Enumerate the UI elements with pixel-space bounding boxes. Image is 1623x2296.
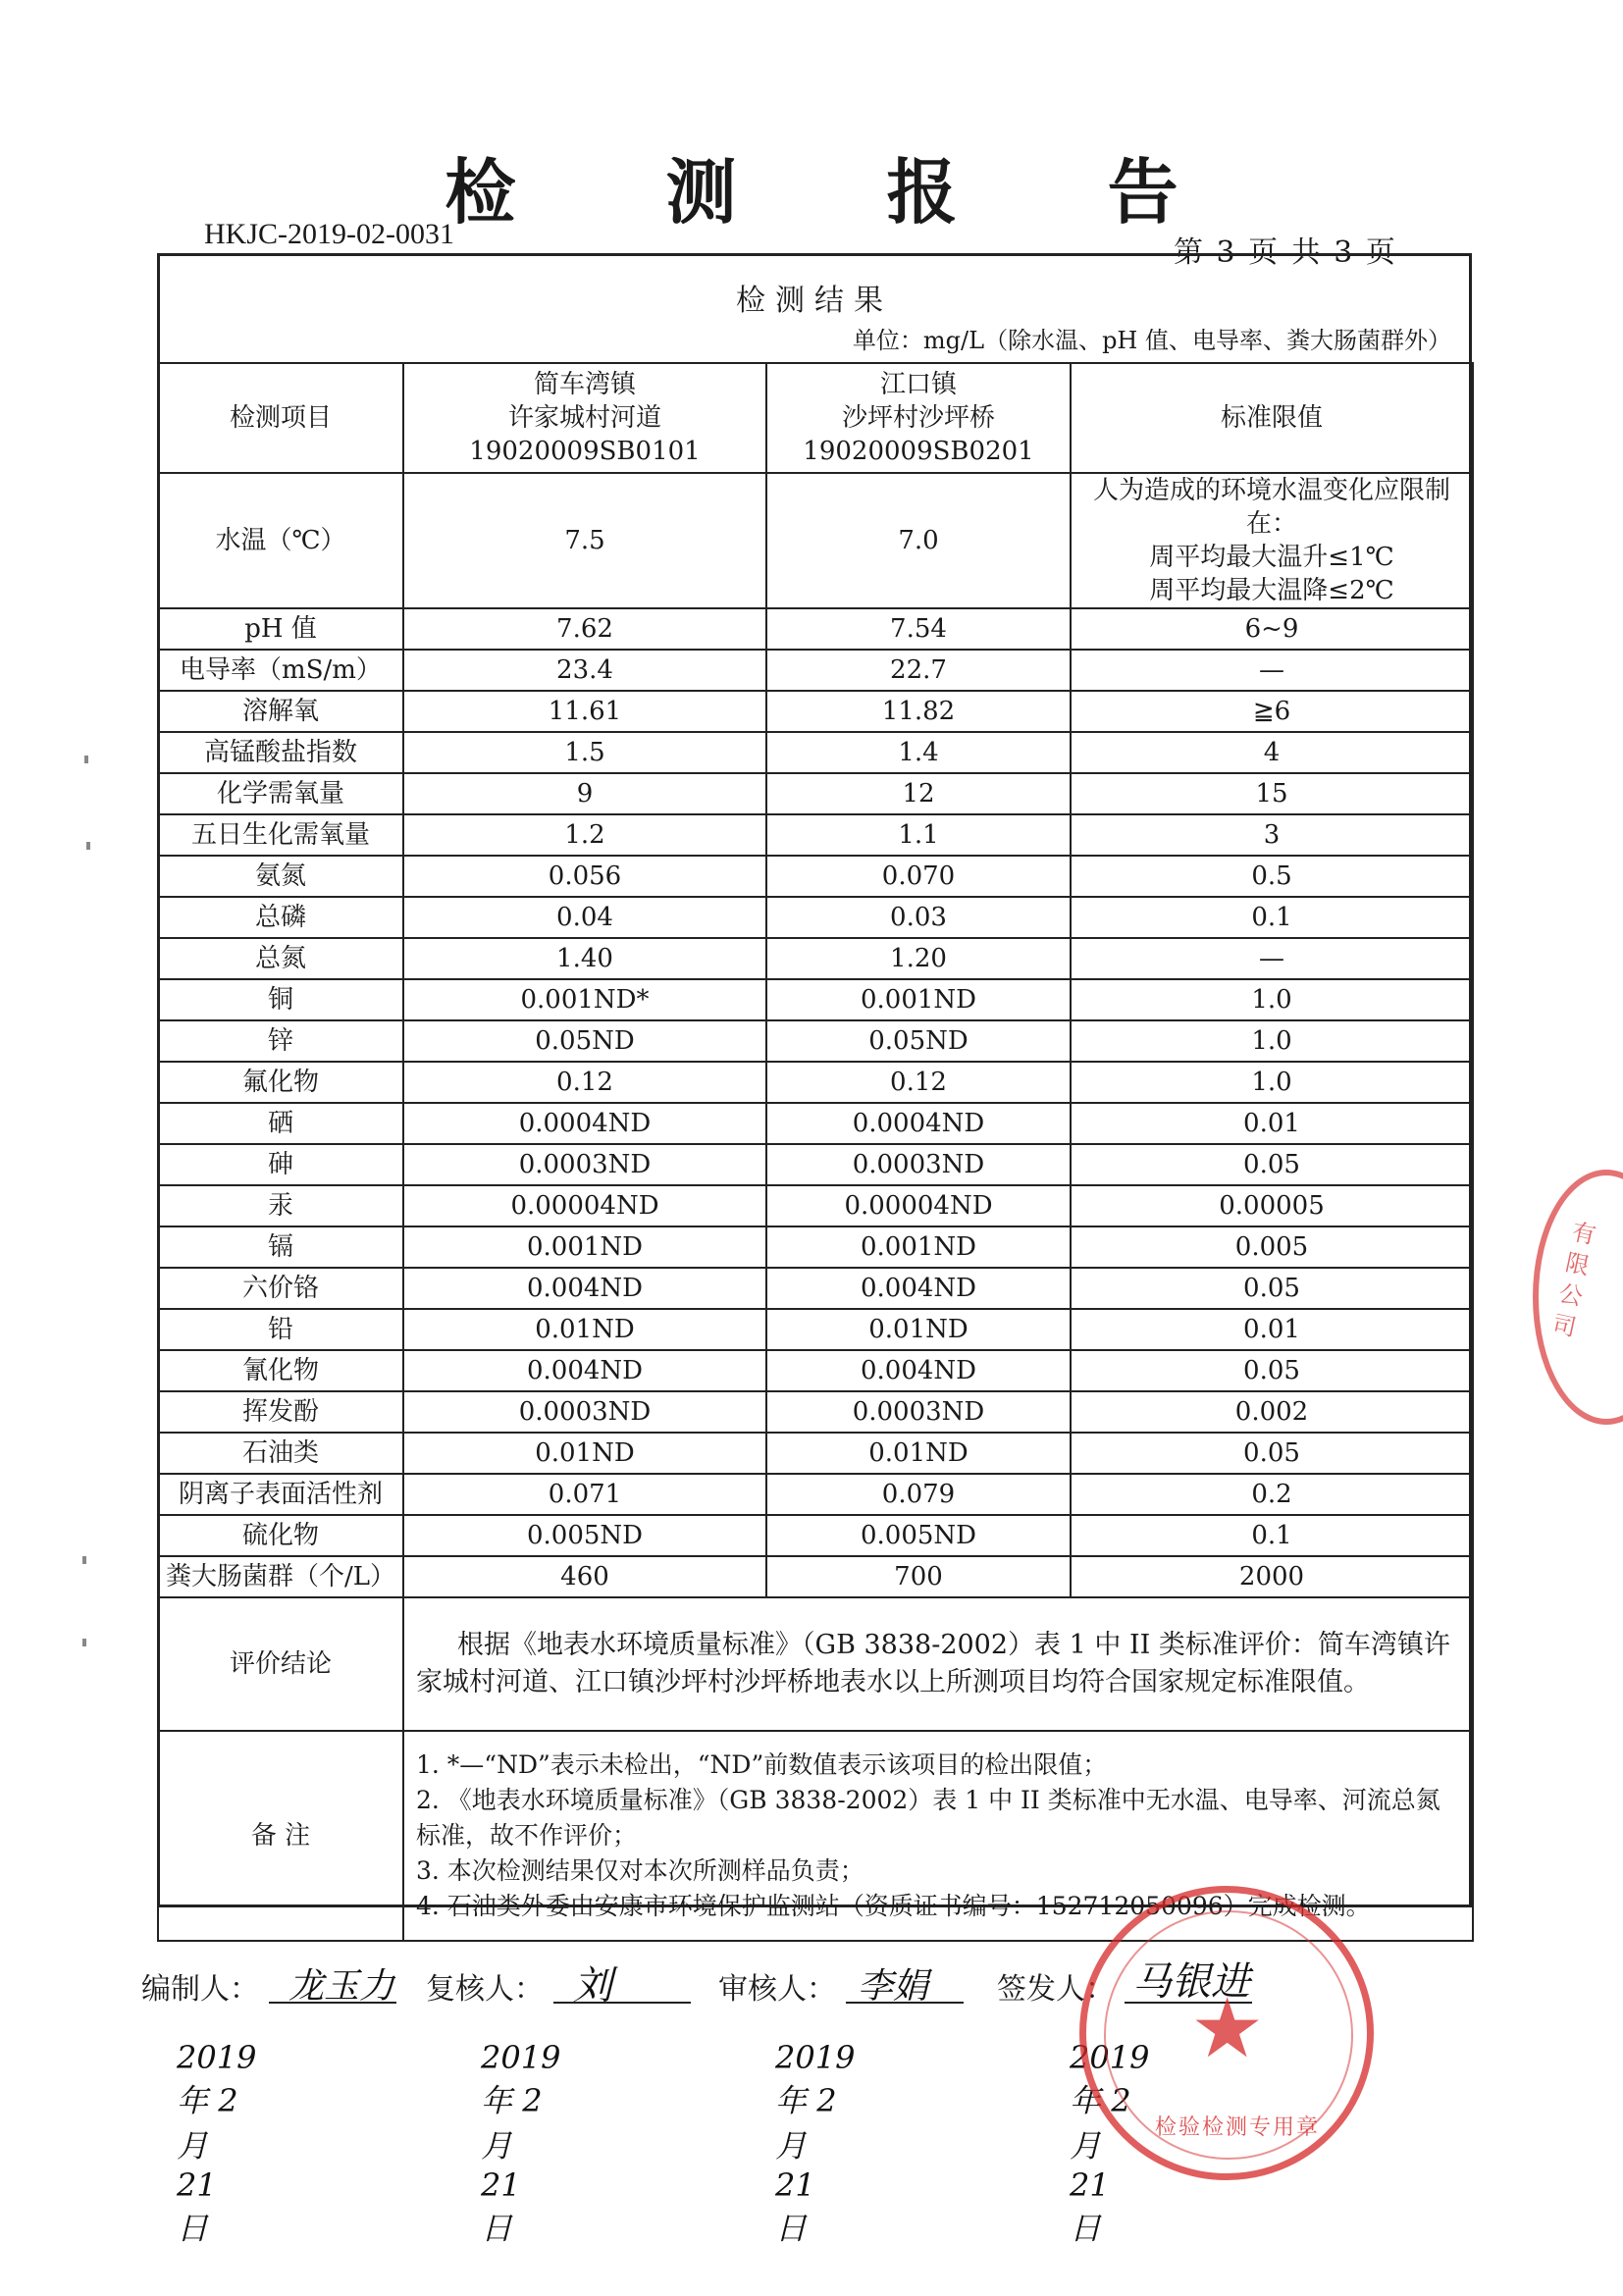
site1-value: 0.071 <box>403 1474 766 1515</box>
date-reviewed <box>481 2039 560 2249</box>
header-standard: 标准限值 <box>1071 363 1473 473</box>
item-cell: 镉 <box>158 1226 403 1268</box>
date-month: 2 <box>816 2082 837 2119</box>
page-indicator: 第 3 页 共 3 页 <box>1174 235 1397 270</box>
site2-value: 0.01ND <box>766 1309 1071 1350</box>
site2-value: 22.7 <box>766 650 1071 691</box>
standard-cell: 0.00005 <box>1071 1185 1473 1226</box>
note-item: 4. 石油类外委由安康市环境保护监测站（资质证书编号：152712050096）完成检测。 <box>416 1892 1371 1920</box>
site2-value: 1.20 <box>766 938 1071 979</box>
site2-town: 江口镇 <box>879 370 957 399</box>
site1-value: 0.004ND <box>403 1350 766 1391</box>
standard-cell: 0.05 <box>1071 1144 1473 1185</box>
date-year-unit: 年 <box>177 2082 209 2119</box>
site2-value: 0.00004ND <box>766 1185 1071 1226</box>
header-site1 <box>403 363 766 473</box>
notes-label: 备 注 <box>158 1731 403 1941</box>
unit-note: 单位：mg/L（除水温、pH 值、电导率、粪大肠菌群外） <box>852 327 1451 354</box>
date-year-unit: 年 <box>481 2082 513 2119</box>
site2-value: 700 <box>766 1556 1071 1597</box>
date-prepared <box>177 2039 256 2249</box>
standard-cell: 0.005 <box>1071 1226 1473 1268</box>
date-month-unit: 月 <box>481 2127 513 2165</box>
prepared-by-signature: 龙玉力 <box>288 1966 395 2007</box>
site1-value: 0.005ND <box>403 1515 766 1556</box>
date-day: 21 <box>775 2166 815 2204</box>
site2-value: 0.0003ND <box>766 1144 1071 1185</box>
table-row <box>158 1268 1473 1309</box>
site2-sample-id: 19020009SB0201 <box>803 437 1034 466</box>
table-row <box>158 1433 1473 1474</box>
date-month: 2 <box>522 2082 543 2119</box>
table-row <box>158 1226 1473 1268</box>
date-year-unit: 年 <box>1070 2082 1102 2119</box>
table-row <box>158 1309 1473 1350</box>
table-row <box>158 938 1473 979</box>
standard-cell: 1.0 <box>1071 1020 1473 1062</box>
table-row <box>158 1185 1473 1226</box>
date-day-unit: 日 <box>481 2210 513 2247</box>
site1-sample-id: 19020009SB0101 <box>469 437 701 466</box>
standard-cell: 2000 <box>1071 1556 1473 1597</box>
site2-value: 0.12 <box>766 1062 1071 1103</box>
scan-artifact <box>86 842 90 850</box>
item-cell: 氰化物 <box>158 1350 403 1391</box>
site1-value: 1.5 <box>403 732 766 773</box>
item-cell: 铜 <box>158 979 403 1020</box>
standard-cell: 0.1 <box>1071 897 1473 938</box>
item-cell: 锌 <box>158 1020 403 1062</box>
site2-value: 0.01ND <box>766 1433 1071 1474</box>
site2-value: 0.070 <box>766 856 1071 897</box>
date-year: 2019 <box>1070 2039 1150 2076</box>
table-row <box>158 732 1473 773</box>
site1-value: 0.0003ND <box>403 1144 766 1185</box>
standard-cell: 0.01 <box>1071 1103 1473 1144</box>
audited-by-signature: 李娟 <box>858 1966 929 2007</box>
site1-value: 7.5 <box>403 473 766 608</box>
site1-value: 9 <box>403 773 766 814</box>
table-row <box>158 1020 1473 1062</box>
site2-value: 1.1 <box>766 814 1071 856</box>
standard-cell: 3 <box>1071 814 1473 856</box>
site1-value: 0.001ND* <box>403 979 766 1020</box>
site1-value: 1.40 <box>403 938 766 979</box>
item-cell: 硒 <box>158 1103 403 1144</box>
date-year-unit: 年 <box>775 2082 808 2119</box>
date-month-unit: 月 <box>775 2127 808 2165</box>
item-cell: 铅 <box>158 1309 403 1350</box>
standard-cell: 0.002 <box>1071 1391 1473 1433</box>
prepared-by-label: 编制人： <box>141 1972 259 2007</box>
standard-cell: 0.05 <box>1071 1433 1473 1474</box>
seal-text: 检验检测专用章 <box>1155 2115 1321 2140</box>
site2-value: 7.0 <box>766 473 1071 608</box>
edge-seal <box>1533 1170 1623 1425</box>
date-year: 2019 <box>177 2039 257 2076</box>
site2-value: 1.4 <box>766 732 1071 773</box>
standard-cell: ≧6 <box>1071 691 1473 732</box>
official-seal <box>1079 1886 1374 2180</box>
table-row <box>158 979 1473 1020</box>
note-item: 2. 《地表水环境质量标准》（GB 3838-2002）表 1 中 II 类标准中无水温、电导率、河流总氮标准，故不作评价； <box>416 1786 1440 1850</box>
results-table <box>157 362 1474 1942</box>
standard-cell: 0.01 <box>1071 1309 1473 1350</box>
item-cell: 氨氮 <box>158 856 403 897</box>
standard-line: 人为造成的环境水温变化应限制在： <box>1092 476 1450 539</box>
item-cell: 五日生化需氧量 <box>158 814 403 856</box>
note-item: 1. *—“ND”表示未检出，“ND”前数值表示该项目的检出限值； <box>416 1750 1108 1779</box>
seal-star-icon: ★ <box>1190 1980 1265 2076</box>
date-day-unit: 日 <box>775 2210 808 2247</box>
item-cell: 化学需氧量 <box>158 773 403 814</box>
site1-value: 7.62 <box>403 608 766 650</box>
date-year: 2019 <box>481 2039 561 2076</box>
table-row <box>158 650 1473 691</box>
standard-line: 周平均最大温升≤1℃ <box>1149 543 1394 572</box>
results-frame <box>157 253 1472 1920</box>
standard-cell: 4 <box>1071 732 1473 773</box>
table-row <box>158 814 1473 856</box>
item-cell: 阴离子表面活性剂 <box>158 1474 403 1515</box>
date-month: 2 <box>1111 2082 1131 2119</box>
table-row <box>158 1556 1473 1597</box>
standard-cell: 1.0 <box>1071 979 1473 1020</box>
site1-value: 0.12 <box>403 1062 766 1103</box>
table-row <box>158 608 1473 650</box>
report-title: 检 测 报 告 <box>445 151 1241 234</box>
note-item: 3. 本次检测结果仅对本次所测样品负责； <box>416 1856 864 1885</box>
date-month-unit: 月 <box>1070 2127 1102 2165</box>
item-cell: 六价铬 <box>158 1268 403 1309</box>
table-row <box>158 1103 1473 1144</box>
reviewed-by-signature: 刘 <box>573 1963 612 2009</box>
table-row <box>158 1515 1473 1556</box>
standard-cell: 6~9 <box>1071 608 1473 650</box>
standard-cell <box>1071 473 1473 608</box>
table-row <box>158 1144 1473 1185</box>
document-number: HKJC-2019-02-0031 <box>204 218 454 250</box>
table-row <box>158 897 1473 938</box>
reviewed-by-label: 复核人： <box>426 1972 544 2007</box>
site1-value: 11.61 <box>403 691 766 732</box>
site2-value: 11.82 <box>766 691 1071 732</box>
site1-value: 23.4 <box>403 650 766 691</box>
table-row <box>158 1350 1473 1391</box>
header-item: 检测项目 <box>158 363 403 473</box>
table-row <box>158 1474 1473 1515</box>
evaluation-label: 评价结论 <box>158 1597 403 1731</box>
site2-value: 0.079 <box>766 1474 1071 1515</box>
table-row <box>158 773 1473 814</box>
site1-value: 0.0003ND <box>403 1391 766 1433</box>
standard-cell: 15 <box>1071 773 1473 814</box>
date-audited <box>775 2039 855 2249</box>
site2-value: 0.0003ND <box>766 1391 1071 1433</box>
item-cell: 汞 <box>158 1185 403 1226</box>
standard-cell: 0.05 <box>1071 1268 1473 1309</box>
site1-value: 1.2 <box>403 814 766 856</box>
site1-value: 0.01ND <box>403 1433 766 1474</box>
date-month-unit: 月 <box>177 2127 209 2165</box>
item-cell: 总氮 <box>158 938 403 979</box>
audited-by-label: 审核人： <box>718 1972 836 2007</box>
date-day: 21 <box>481 2166 521 2204</box>
issued-by-signature: 马银进 <box>1132 1959 1250 2005</box>
item-cell: 硫化物 <box>158 1515 403 1556</box>
site2-value: 7.54 <box>766 608 1071 650</box>
item-cell: 电导率（mS/m） <box>158 650 403 691</box>
site2-value: 0.03 <box>766 897 1071 938</box>
standard-cell: — <box>1071 938 1473 979</box>
site2-value: 0.0004ND <box>766 1103 1071 1144</box>
site1-value: 0.04 <box>403 897 766 938</box>
site2-value: 0.004ND <box>766 1268 1071 1309</box>
standard-cell: 0.5 <box>1071 856 1473 897</box>
item-cell: 粪大肠菌群（个/L） <box>158 1556 403 1597</box>
site2-value: 0.005ND <box>766 1515 1071 1556</box>
item-cell: pH 值 <box>158 608 403 650</box>
table-header-row <box>158 363 1473 473</box>
site1-value: 0.00004ND <box>403 1185 766 1226</box>
scan-artifact <box>84 756 88 763</box>
site1-location: 许家城村河道 <box>507 403 661 433</box>
table-row <box>158 1062 1473 1103</box>
site2-value: 0.001ND <box>766 1226 1071 1268</box>
site2-value: 12 <box>766 773 1071 814</box>
scan-artifact <box>82 1639 86 1646</box>
edge-seal-text: 有限公司 <box>1549 1218 1598 1342</box>
item-cell: 石油类 <box>158 1433 403 1474</box>
standard-cell: 1.0 <box>1071 1062 1473 1103</box>
site1-value: 0.001ND <box>403 1226 766 1268</box>
item-cell: 总磷 <box>158 897 403 938</box>
notes-list <box>403 1731 1473 1941</box>
date-day: 21 <box>177 2166 217 2204</box>
standard-cell: 0.05 <box>1071 1350 1473 1391</box>
site2-value: 0.004ND <box>766 1350 1071 1391</box>
date-month: 2 <box>218 2082 238 2119</box>
section-title: 检测结果 <box>736 284 893 318</box>
item-cell: 高锰酸盐指数 <box>158 732 403 773</box>
data-rows <box>158 608 1473 1597</box>
table-row <box>158 856 1473 897</box>
site1-value: 0.01ND <box>403 1309 766 1350</box>
date-day-unit: 日 <box>1070 2210 1102 2247</box>
table-row <box>158 473 1473 608</box>
evaluation-row <box>158 1597 1473 1731</box>
item-cell: 水温（℃） <box>158 473 403 608</box>
standard-cell: 0.2 <box>1071 1474 1473 1515</box>
evaluation-text: 根据《地表水环境质量标准》（GB 3838-2002）表 1 中 II 类标准评价：简车湾镇许家城村河道、江口镇沙坪村沙坪桥地表水以上所测项目均符合国家规定标准限值。 <box>403 1597 1473 1731</box>
table-row <box>158 1391 1473 1433</box>
site1-value: 0.056 <box>403 856 766 897</box>
standard-line: 周平均最大温降≤2℃ <box>1149 576 1394 605</box>
date-day: 21 <box>1070 2166 1110 2204</box>
site1-value: 0.05ND <box>403 1020 766 1062</box>
date-year: 2019 <box>775 2039 856 2076</box>
date-day-unit: 日 <box>177 2210 209 2247</box>
item-cell: 砷 <box>158 1144 403 1185</box>
site1-value: 0.0004ND <box>403 1103 766 1144</box>
table-row <box>158 691 1473 732</box>
site2-value: 0.001ND <box>766 979 1071 1020</box>
site1-value: 460 <box>403 1556 766 1597</box>
issued-by-label: 签发人： <box>997 1972 1115 2007</box>
standard-cell: — <box>1071 650 1473 691</box>
scan-artifact <box>82 1556 86 1564</box>
item-cell: 挥发酚 <box>158 1391 403 1433</box>
item-cell: 氟化物 <box>158 1062 403 1103</box>
site2-value: 0.05ND <box>766 1020 1071 1062</box>
site1-value: 0.004ND <box>403 1268 766 1309</box>
site2-location: 沙坪村沙坪桥 <box>841 403 995 433</box>
header-site2 <box>766 363 1071 473</box>
site1-town: 简车湾镇 <box>533 370 636 399</box>
standard-cell: 0.1 <box>1071 1515 1473 1556</box>
item-cell: 溶解氧 <box>158 691 403 732</box>
